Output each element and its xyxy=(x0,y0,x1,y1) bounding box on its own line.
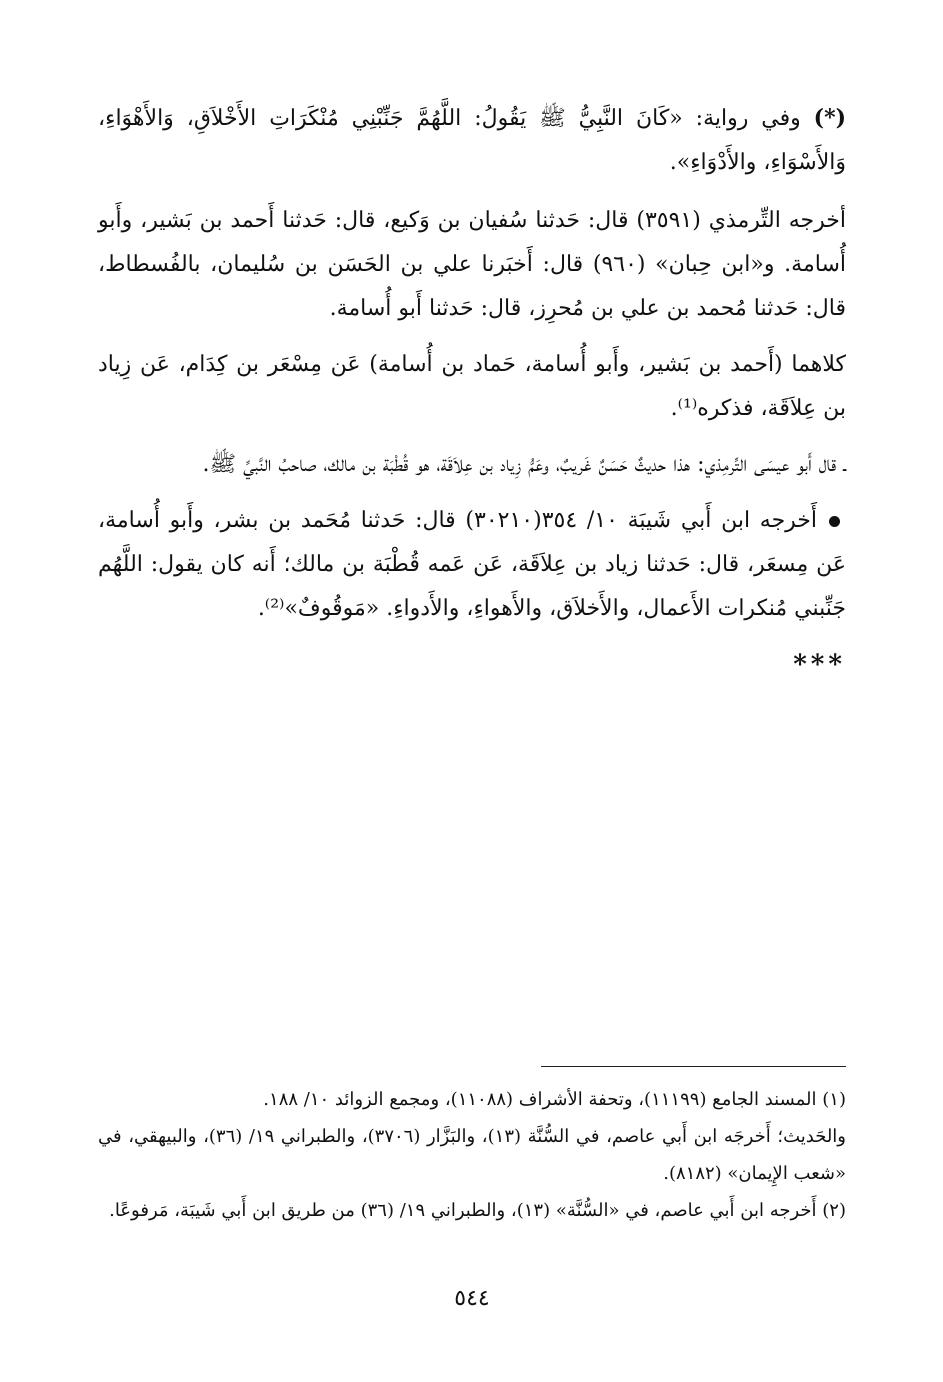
ibn-abi-shaybah-text: أَخرجه ابن أَبي شَيبَة ١٠/ ٣٥٤(٣٠٢١٠) قال: حَدثنا مُحَمد بن بشر، وأَبو أُسامة، عَن مِسعَر، قال: حَدثنا زياد بن عِلاَقَة، عَن عَمه قُطْبَة بن مالك؛ أَنه كان يقول: اللَّهُم جَنِّبني مُنكرات الأَعمال، والأَخلاَق، والأَهواءِ، والأَدواءِ. «مَوقُوفٌ»⁽²⁾. xyxy=(98,508,846,621)
hadith-variant-paragraph xyxy=(98,96,846,185)
hadith-variant-text: وفي رواية: «كَانَ النَّبِيُّ ﷺ يَقُولُ: اللَّهُمَّ جَنِّبْنِي مُنْكَرَاتِ الأَخْلاَقِ، وَالأَهْوَاءِ، وَالأَسْوَاءِ، والأَدْوَاءِ». xyxy=(98,106,846,175)
ibn-abi-shaybah-paragraph xyxy=(98,499,846,631)
isnad-convergence-paragraph: كلاهما (أَحمد بن بَشير، وأَبو أُسامة، حَماد بن أُسامة) عَن مِسْعَر بن كِدَام، عَن زِياد بن عِلاَقَة، فذكره⁽¹⁾. xyxy=(98,352,846,421)
footnote-1: (١) المسند الجامع (١١١٩٩)، وتحفة الأشراف (١١٠٨٨)، ومجمع الزوائد ١٠/ ١٨٨. xyxy=(263,1089,846,1110)
tirmidhi-grading-paragraph: ـ قال أَبو عيسَى التِّرمِذي: هذا حديثٌ حَسَنٌ غَريبٌ، وعَمُّ زِياد بن عِلاَقَة، هو قُطْبَة بن مالك، صاحبُ النَّبيِّ ﷺ. xyxy=(202,452,846,477)
bullet-dot-icon xyxy=(829,516,840,527)
page-number: ٥٤٤ xyxy=(454,1286,490,1311)
footnotes-section xyxy=(98,1066,846,1229)
footnote-2: (٢) أَخرجه ابن أَبي عاصم، في «السُّنَّة» (١٣)، والطبراني ١٩/ (٣٦) من طريق ابن أَبي شَيبَة، مَرفوعًا. xyxy=(109,1200,846,1221)
star-marker: (*) xyxy=(813,105,846,131)
footnote-1-continued: والحَديث؛ أَخرجَه ابن أَبي عاصم، في السُّنَّة (١٣)، والبَزَّار (٣٧٠٦)، والطبراني ١٩/ (٣٦)، والبيهقي، في «شعب الإِيمان» (٨١٨٢). xyxy=(98,1126,846,1184)
section-separator: *** xyxy=(793,650,846,680)
footnote-divider xyxy=(541,1066,846,1067)
document-page xyxy=(98,96,846,1366)
tirmidhi-isnad-paragraph: أخرجه التِّرمذي (٣٥٩١) قال: حَدثنا سُفيان بن وَكيع، قال: حَدثنا أَحمد بن بَشير، وأَبو أُسامة. و«ابن حِبان» (٩٦٠) قال: أَخبَرنا علي بن الحَسَن بن سُليمان، بالفُسطاط، قال: حَدثنا مُحمد بن علي بن مُحرِز، قال: حَدثنا أَبو أُسامة. xyxy=(98,208,846,321)
main-text xyxy=(98,96,846,687)
